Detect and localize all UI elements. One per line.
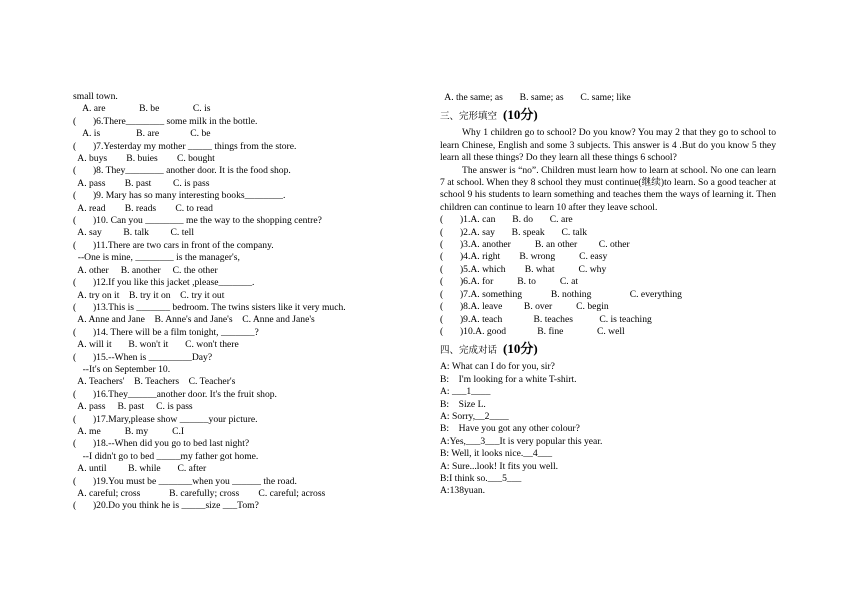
dialogue-line: B: I'm looking for a white T-shirt. (440, 373, 577, 385)
dialogue-line: B: Have you got any other colour? (440, 423, 580, 435)
cloze-option-line: ( )10.A. good B. fine C. well (440, 325, 625, 337)
question-line: small town. (73, 91, 118, 102)
dialogue-line: B: Well, it looks nice.__4___ (440, 448, 553, 460)
cloze-option-line: ( )4.A. right B. wrong C. easy (440, 251, 608, 263)
dialogue-section-points: (10分) (503, 341, 538, 357)
dialogue-line: A:138yuan. (440, 485, 486, 497)
cloze-paragraph-1: Why 1 children go to school? Do you know? You may 2 that they go to school to learn Chinese, English and some 3 subjects. This answer is 4 .But do you know 5 they learn all these things? Do they learn all these things 6 school? (440, 127, 776, 164)
cloze-section-heading (440, 107, 776, 125)
question-line: ( )7.Yesterday my mother _____ things from the store. (73, 140, 297, 152)
dialogue-line: A: What can I do for you, sir? (440, 361, 555, 373)
left-column (73, 91, 403, 513)
question-line: A. me B. my C.I (73, 425, 185, 437)
question-line: ( )10. Can you ________ me the way to the shopping centre? (73, 215, 322, 227)
cloze-option-line: ( )5.A. which B. what C. why (440, 263, 607, 275)
question-line: A. buys B. buies C. bought (73, 153, 215, 165)
cloze-options-list (440, 214, 776, 338)
cloze-option-line: ( )1.A. can B. do C. are (440, 214, 573, 226)
question-line: ( )16.They______another door. It's the fruit shop. (73, 388, 277, 400)
cloze-option-line: ( )2.A. say B. speak C. talk (440, 226, 588, 238)
question-line: A. is B. are C. be (73, 128, 211, 140)
question-line: --It's on September 10. (73, 363, 171, 375)
question-20-options: A. the same; as B. same; as C. same; like (440, 92, 631, 103)
question-line: ( )12.If you like this jacket ,please_______. (73, 277, 255, 289)
question-line: A. pass B. past C. is pass (73, 401, 193, 413)
question-line: ( )15.--When is _________Day? (73, 351, 213, 363)
cloze-section-points: (10分) (503, 107, 538, 123)
question-line: A. will it B. won't it C. won't there (73, 339, 239, 351)
dialogue-line: A: ___1____ (440, 386, 491, 398)
question-line: ( )20.Do you think he is _____size ___Tom? (73, 500, 259, 512)
question-line: A. try on it B. try it on C. try it out (73, 289, 225, 301)
question-line: ( )9. Mary has so many interesting books________. (73, 190, 286, 202)
question-line: ( )8. They________ another door. It is the food shop. (73, 165, 291, 177)
right-column (440, 92, 776, 498)
question-line: ( )18.--When did you go to bed last night? (73, 438, 250, 450)
question-line: A. careful; cross B. carefully; cross C. careful; across (73, 488, 326, 499)
dialogue-list (440, 361, 776, 497)
question-line: A. other B. another C. the other (73, 264, 218, 276)
question-line: --One is mine, ________ is the manager's, (73, 252, 240, 264)
cloze-option-line: ( )3.A. another B. an other C. other (440, 239, 630, 251)
dialogue-line: A:Yes,___3___It is very popular this year. (440, 435, 603, 447)
question-line: A. read B. reads C. to read (73, 202, 213, 214)
question-line: ( )6.There________ some milk in the bottle. (73, 115, 258, 127)
dialogue-section-title: 四、完成对话 (440, 345, 498, 357)
cloze-option-line: ( )7.A. something B. nothing C. everything (440, 288, 682, 300)
question-line: ( )19.You must be _______when you ______ the road. (73, 475, 297, 487)
question-line: A. Teachers' B. Teachers C. Teacher's (73, 376, 236, 388)
cloze-option-line: ( )9.A. teach B. teaches C. is teaching (440, 313, 652, 325)
question-line: A. Anne and Jane B. Anne's and Jane's C. Anne and Jane's (73, 314, 315, 326)
question-line: ( )11.There are two cars in front of the company. (73, 239, 274, 251)
question-line: --I didn't go to bed _____my father got home. (73, 450, 259, 462)
dialogue-line: B:I think so.___5___ (440, 472, 522, 484)
cloze-section-title: 三、完形填空 (440, 111, 498, 123)
question-line: A. pass B. past C. is pass (73, 177, 210, 189)
question-line: A. are B. be C. is (73, 103, 211, 115)
dialogue-line: A: Sure...look! It fits you well. (440, 460, 559, 472)
question-line: A. until B. while C. after (73, 463, 207, 475)
dialogue-line: A: Sorry,__2____ (440, 410, 509, 422)
cloze-option-line: ( )6.A. for B. to C. at (440, 276, 579, 288)
cloze-option-line: ( )8.A. leave B. over C. begin (440, 301, 609, 313)
question-line: ( )13.This is _______ bedroom. The twins sisters like it very much. (73, 301, 346, 313)
dialogue-section-heading (440, 341, 776, 359)
dialogue-line: B: Size L. (440, 398, 486, 410)
question-line: ( )14. There will be a film tonight, _______? (73, 326, 259, 338)
cloze-paragraph-2: The answer is “no”. Children must learn how to learn at school. No one can learn 7 at school. When they 8 school they must continue(继续)to learn. So a good teacher at school 9 his students to learn something and teaches them the ways of learning it. Then children can continue to learn 10 after they leave school. (440, 164, 776, 213)
question-line: ( )17.Mary,please show ______your picture. (73, 413, 258, 425)
question-line: A. say B. talk C. tell (73, 227, 194, 239)
